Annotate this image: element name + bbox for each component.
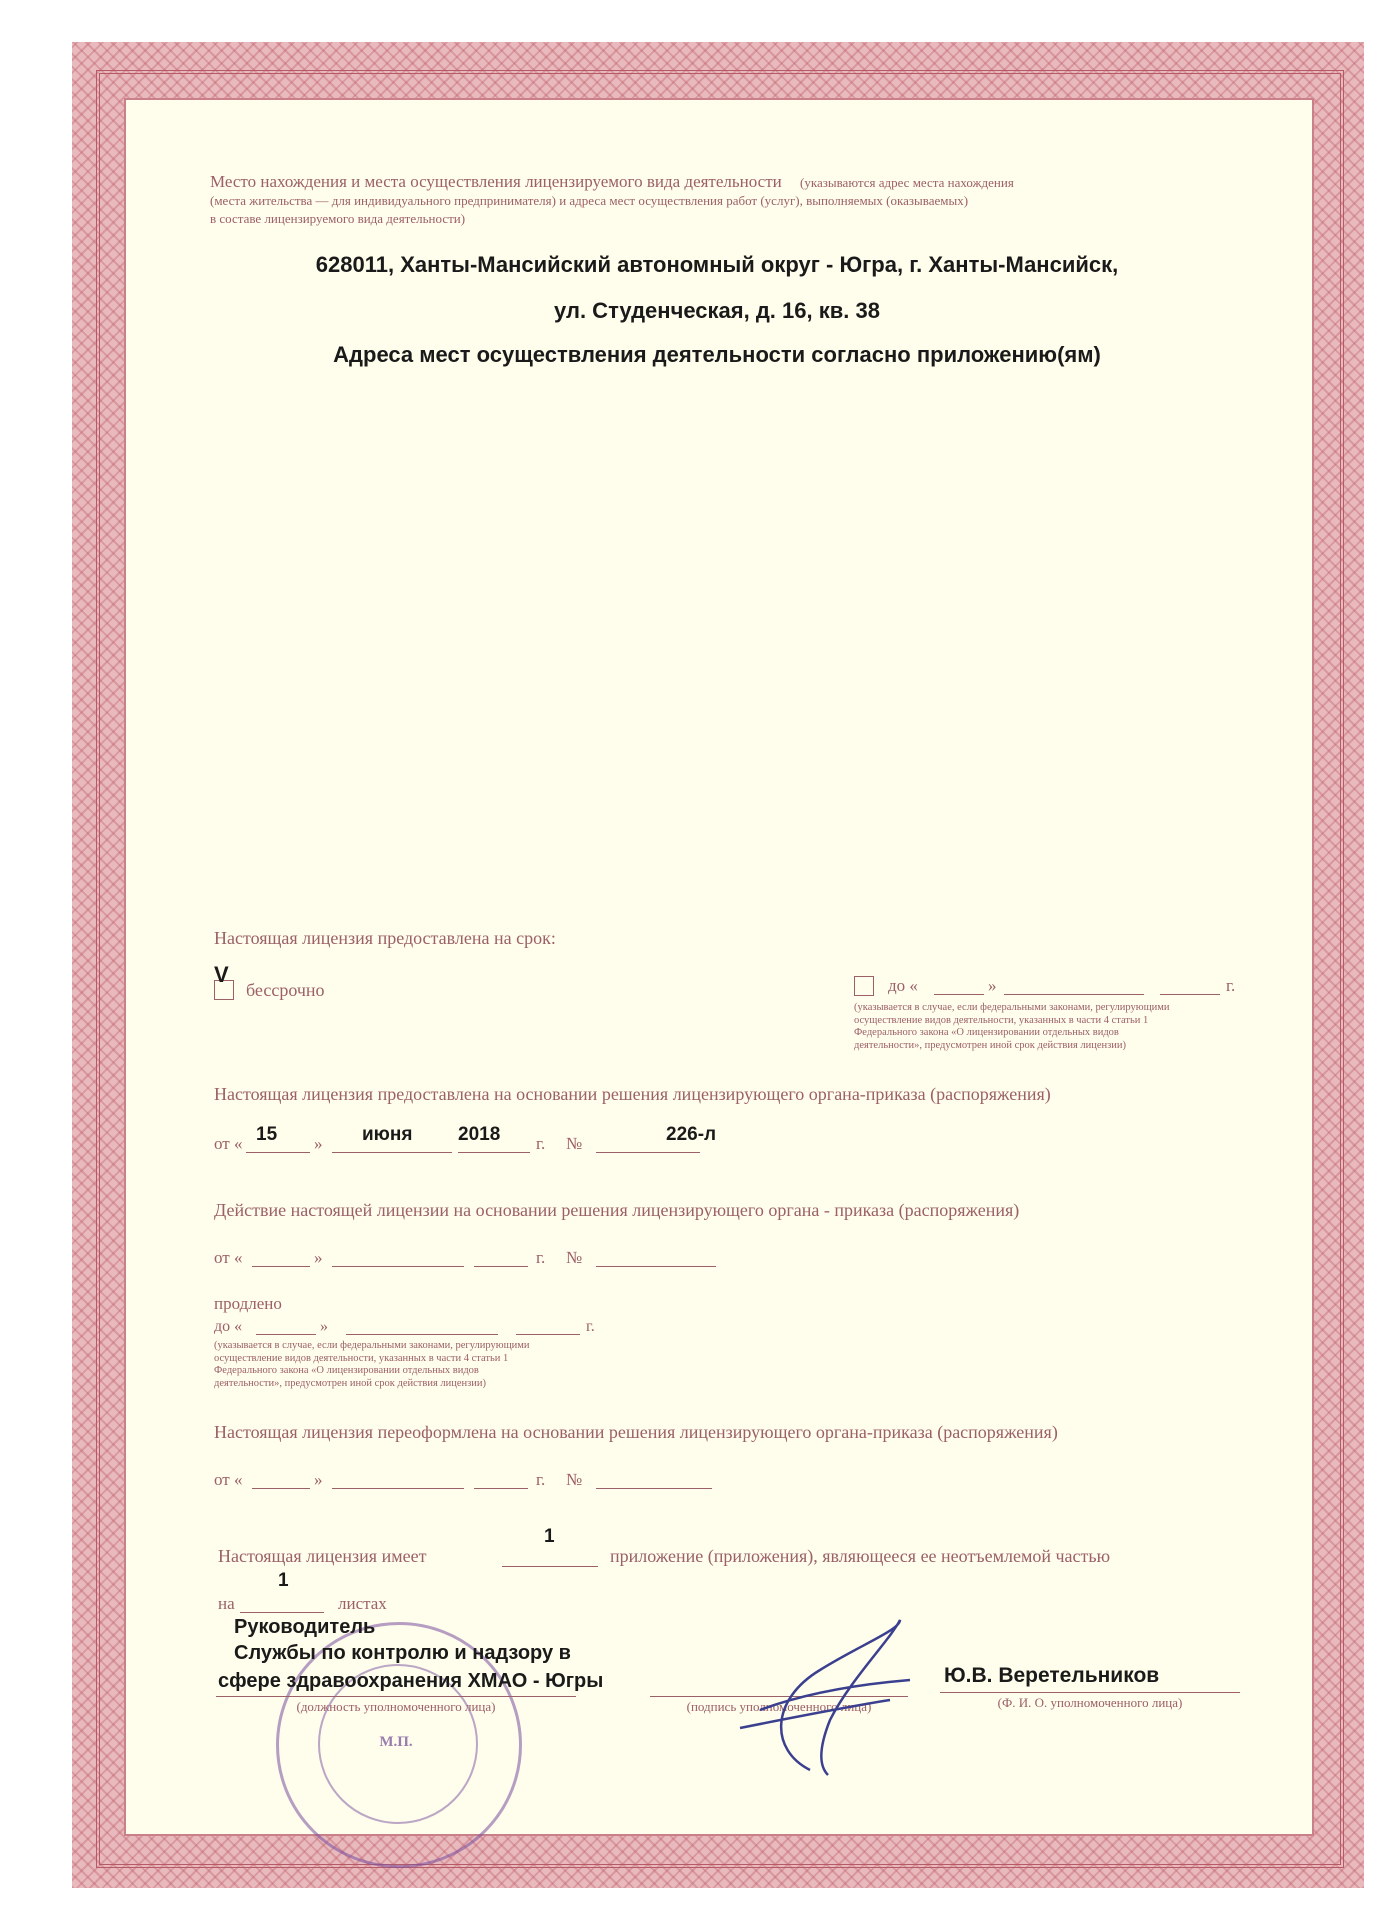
reissue-close: » (314, 1470, 323, 1489)
reissue-month-line (332, 1488, 464, 1489)
action-number-line (596, 1266, 716, 1267)
unlimited-label: бессрочно (246, 980, 325, 1000)
check-mark: V (214, 962, 229, 987)
signatory-name: Ю.В. Веретельников (944, 1664, 1160, 1687)
position-line (216, 1696, 576, 1697)
basis-day: 15 (256, 1124, 278, 1145)
term-note (854, 1002, 1170, 1052)
extended-day-line (256, 1334, 316, 1335)
basis-number-line (596, 1152, 700, 1153)
basis-year: 2018 (458, 1124, 501, 1145)
extended-note-2: осуществление видов деятельности, указанных в части 4 статьи 1 (214, 1352, 509, 1364)
basis-from: от « (214, 1134, 243, 1153)
until-day-line (934, 994, 984, 995)
term-label: Настоящая лицензия предоставлена на срок: (214, 928, 556, 948)
extended-note-1: (указывается в случае, если федеральными законами, регулирующими (214, 1340, 530, 1351)
term-note-3: Федерального закона «О лицензировании отдельных видов (854, 1027, 1119, 1038)
action-close: » (314, 1248, 323, 1267)
until-month-line (1004, 994, 1144, 995)
action-label: Действие настоящей лицензии на основании решения лицензирующего органа - приказа (распоряжения) (214, 1200, 1020, 1220)
until-suffix: г. (1226, 976, 1236, 995)
action-day-line (252, 1266, 310, 1267)
basis-number: 226-л (666, 1124, 717, 1145)
reissue-no-label: № (566, 1470, 583, 1489)
reissue-year-line (474, 1488, 528, 1489)
header-note-line3: в составе лицензируемого вида деятельности) (210, 211, 466, 226)
stamp-center: М.П. (379, 1734, 413, 1750)
signature-caption: (подпись уполномоченного лица) (686, 1699, 872, 1714)
appendix-text-end: приложение (приложения), являющееся ее неотъемлемой частью (610, 1546, 1111, 1566)
position-line2: Службы по контролю и надзору в (234, 1642, 571, 1664)
action-no-label: № (566, 1248, 583, 1267)
name-line (940, 1692, 1240, 1693)
basis-year-line (458, 1152, 530, 1153)
appendix-sheets: 1 (278, 1570, 289, 1591)
extended-until: до « (214, 1318, 243, 1335)
address-line3: Адреса мест осуществления деятельности согласно приложению(ям) (333, 342, 1101, 367)
term-note-2: осуществление видов деятельности, указанных в части 4 статьи 1 (854, 1014, 1149, 1026)
appendix-sheets-line (240, 1612, 324, 1613)
header-label (210, 172, 1014, 192)
until-mid: » (988, 976, 997, 995)
header-note-inline: (указываются адрес места нахождения (800, 175, 1014, 190)
basis-label: Настоящая лицензия предоставлена на основании решения лицензирующего органа-приказа (распоряжения) (214, 1084, 1051, 1104)
address-line1: 628011, Ханты-Мансийский автономный округ - Югра, г. Ханты-Мансийск, (315, 252, 1119, 277)
extended-label: продлено (214, 1294, 282, 1313)
action-year-line (474, 1266, 528, 1267)
basis-g: г. (536, 1134, 546, 1153)
reissue-day-line (252, 1488, 310, 1489)
basis-no-label: № (566, 1134, 583, 1153)
until-prefix: до « (888, 976, 918, 995)
extended-g: г. (586, 1318, 595, 1335)
appendix-count: 1 (544, 1526, 555, 1547)
term-note-1: (указывается в случае, если федеральными законами, регулирующими (854, 1002, 1170, 1013)
extended-year-line (516, 1334, 580, 1335)
extended-note-3: Федерального закона «О лицензировании отдельных видов (214, 1365, 479, 1376)
appendix-sheets-label: листах (338, 1594, 387, 1613)
action-month-line (332, 1266, 464, 1267)
extended-note-4: деятельности», предусмотрен иной срок действия лицензии) (214, 1377, 487, 1389)
extended-month-line (346, 1334, 498, 1335)
appendix-count-line (502, 1566, 598, 1567)
position-line1: Руководитель (234, 1616, 376, 1638)
basis-month-line (332, 1152, 452, 1153)
reissue-label: Настоящая лицензия переоформлена на основании решения лицензирующего органа-приказа (распоряжения) (214, 1422, 1058, 1442)
handwritten-signature (700, 1600, 920, 1800)
appendix-text-start: Настоящая лицензия имеет (218, 1546, 427, 1566)
basis-month: июня (362, 1124, 413, 1145)
header-label-text: Место нахождения и места осуществления лицензируемого вида деятельности (210, 172, 782, 191)
until-year-line (1160, 994, 1220, 995)
appendix-on: на (218, 1594, 235, 1613)
reissue-from: от « (214, 1470, 243, 1489)
until-checkbox[interactable] (854, 976, 874, 996)
action-g: г. (536, 1248, 546, 1267)
address-line2: ул. Студенческая, д. 16, кв. 38 (554, 298, 880, 323)
position-line3: сфере здравоохранения ХМАО - Югры (218, 1670, 604, 1692)
basis-day-line (246, 1152, 310, 1153)
reissue-number-line (596, 1488, 712, 1489)
position-caption: (должность уполномоченного лица) (296, 1699, 496, 1714)
header-note-line2: (места жительства — для индивидуального предпринимателя) и адреса мест осуществления работ (услуг), выполняемых (оказываемых) (210, 193, 969, 208)
term-note-4: деятельности», предусмотрен иной срок действия лицензии) (854, 1039, 1127, 1051)
name-caption: (Ф. И. О. уполномоченного лица) (997, 1695, 1183, 1710)
basis-close: » (314, 1134, 323, 1153)
reissue-g: г. (536, 1470, 546, 1489)
extended-note (214, 1340, 530, 1390)
extended-close: » (320, 1318, 328, 1335)
action-from: от « (214, 1248, 243, 1267)
